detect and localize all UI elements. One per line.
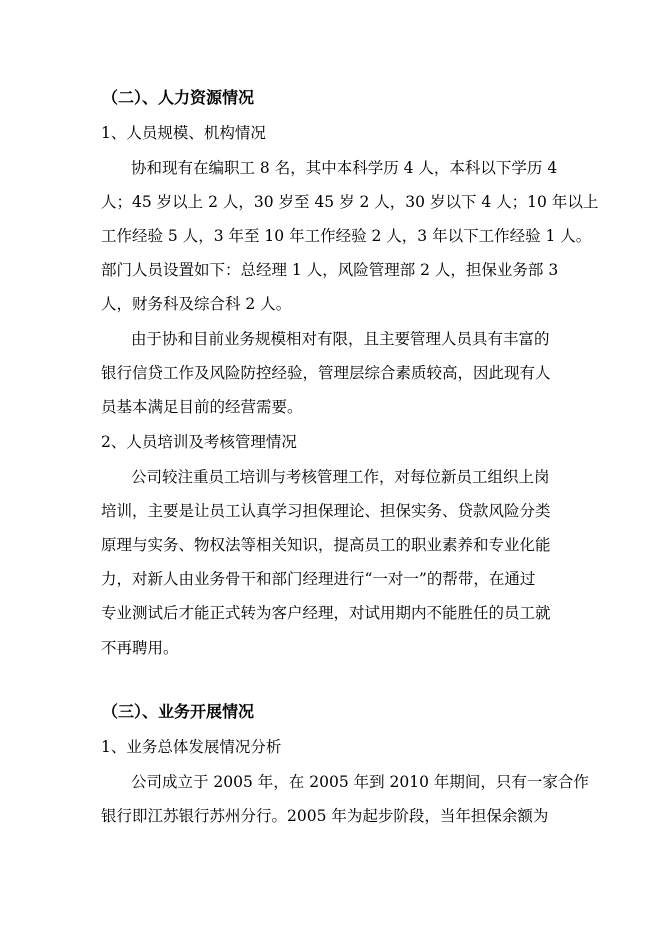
paragraph-line: 由于协和目前业务规模相对有限，且主要管理人员具有丰富的 [131,330,550,348]
paragraph-line: 银行即江苏银行苏州分行。2005 年为起步阶段，当年担保余额为 [101,807,549,825]
paragraph-line: 员基本满足目前的经营需要。 [101,398,303,416]
paragraph-line: 人；45 岁以上 2 人，30 岁至 45 岁 2 人，30 岁以下 4 人；10 年以上 [101,193,599,211]
paragraph-line: 工作经验 5 人，3 年至 10 年工作经验 2 人，3 年以下工作经验 1 人。 [101,227,592,245]
paragraph-line: 力，对新人由业务骨干和部门经理进行“一对一”的帮带，在通过 [101,570,536,588]
paragraph-line: 培训，主要是让员工认真学习担保理论、担保实务、贷款风险分类 [101,502,551,520]
subsection-title-staff-scale: 1、人员规模、机构情况 [101,124,266,142]
paragraph-line: 银行信贷工作及风险防控经验，管理层综合素质较高，因此现有人 [101,364,551,382]
section-heading-hr: （二）、人力资源情况 [102,88,255,107]
paragraph-line: 专业测试后才能正式转为客户经理，对试用期内不能胜任的员工就 [101,604,551,622]
subsection-title-business-overview: 1、业务总体发展情况分析 [101,738,282,756]
paragraph-line: 公司成立于 2005 年，在 2005 年到 2010 年期间，只有一家合作 [131,773,589,791]
paragraph-line: 公司较注重员工培训与考核管理工作，对每位新员工组织上岗 [131,468,550,486]
paragraph-line: 协和现有在编职工 8 名，其中本科学历 4 人，本科以下学历 4 [131,159,558,177]
section-heading-business: （三）、业务开展情况 [102,702,255,721]
paragraph-line: 不再聘用。 [101,639,179,657]
paragraph-line: 原理与实务、物权法等相关知识，提高员工的职业素养和专业化能 [101,536,551,554]
paragraph-line: 部门人员设置如下：总经理 1 人，风险管理部 2 人，担保业务部 3 [101,261,559,279]
subsection-title-training: 2、人员培训及考核管理情况 [101,433,297,451]
paragraph-line: 人，财务科及综合科 2 人。 [101,295,292,313]
